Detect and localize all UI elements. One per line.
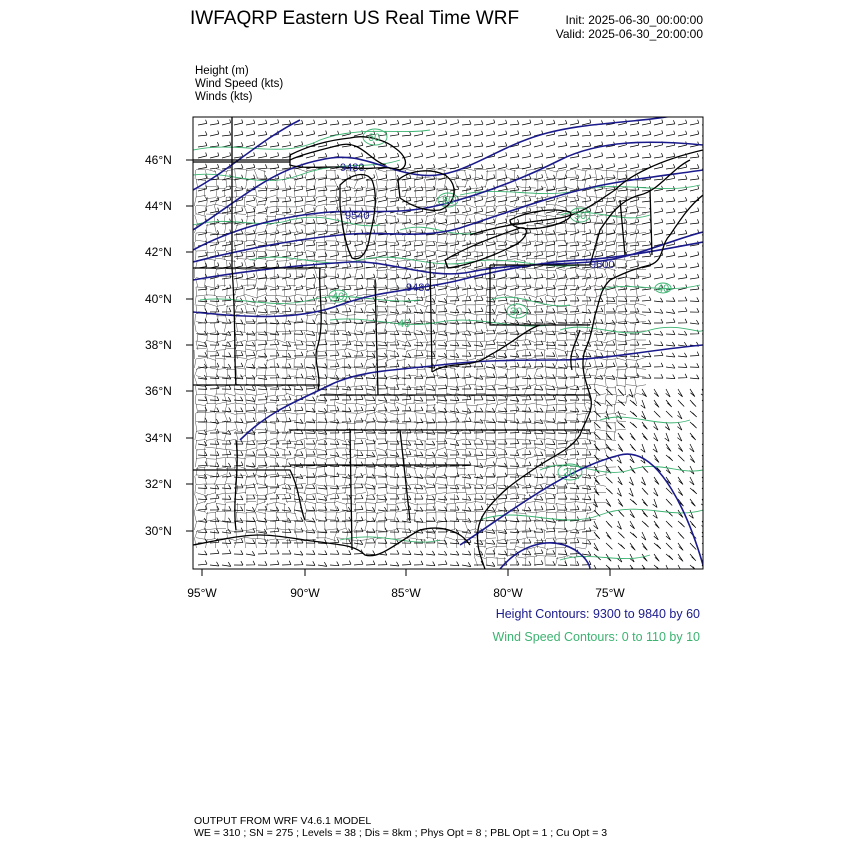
field-winds: Winds (kts): [195, 91, 253, 103]
init-time: Init: 2025-06-30_00:00:00: [565, 13, 703, 27]
footer-model: OUTPUT FROM WRF V4.6.1 MODEL: [194, 815, 372, 827]
wind-label-5: 30: [510, 306, 523, 318]
lon-tick-label: 90°W: [290, 586, 320, 600]
wind-contour-legend: Wind Speed Contours: 0 to 110 by 10: [492, 630, 700, 644]
model-footer: [194, 815, 607, 839]
lat-tick-label: 40°N: [145, 292, 172, 306]
wind-label-6: 40: [657, 283, 670, 295]
latitude-axis: [145, 153, 193, 538]
lat-tick-label: 38°N: [145, 338, 172, 352]
height-label-2: 9540: [345, 210, 370, 222]
wind-label-2: 80: [442, 195, 455, 207]
height-label-3: 9480: [406, 282, 431, 294]
lat-tick-label: 36°N: [145, 384, 172, 398]
lat-tick-label: 32°N: [145, 477, 172, 491]
wind-label-4: 40: [332, 291, 345, 303]
lat-tick-label: 44°N: [145, 199, 172, 213]
field-wind-speed: Wind Speed (kts): [195, 78, 284, 90]
footer-config: WE = 310 ; SN = 275 ; Levels = 38 ; Dis = 8km ; Phys Opt = 8 ; PBL Opt = 1 ; Cu Opt = 3: [194, 827, 608, 839]
wind-label-7: 40: [398, 318, 411, 330]
lat-tick-label: 42°N: [145, 245, 172, 259]
lon-tick-label: 95°W: [187, 586, 217, 600]
lat-tick-label: 46°N: [145, 153, 172, 167]
wind-label-3: 50: [574, 210, 587, 222]
height-label-1: 9480: [340, 162, 365, 174]
plot-title: IWFAQRP Eastern US Real Time WRF: [190, 8, 520, 29]
lat-tick-label: 30°N: [145, 524, 172, 538]
lon-tick-label: 80°W: [493, 586, 523, 600]
lon-tick-label: 75°W: [595, 586, 625, 600]
field-height: Height (m): [195, 65, 249, 77]
height-contour-legend: Height Contours: 9300 to 9840 by 60: [495, 607, 700, 621]
wind-label-1: 60: [368, 132, 381, 144]
longitude-axis: [187, 569, 625, 600]
lon-tick-label: 85°W: [391, 586, 421, 600]
wind-label-8: 20: [563, 467, 576, 479]
valid-time: Valid: 2025-06-30_20:00:00: [555, 27, 703, 41]
lat-tick-label: 34°N: [145, 431, 172, 445]
height-label-4: 9600: [590, 259, 615, 271]
